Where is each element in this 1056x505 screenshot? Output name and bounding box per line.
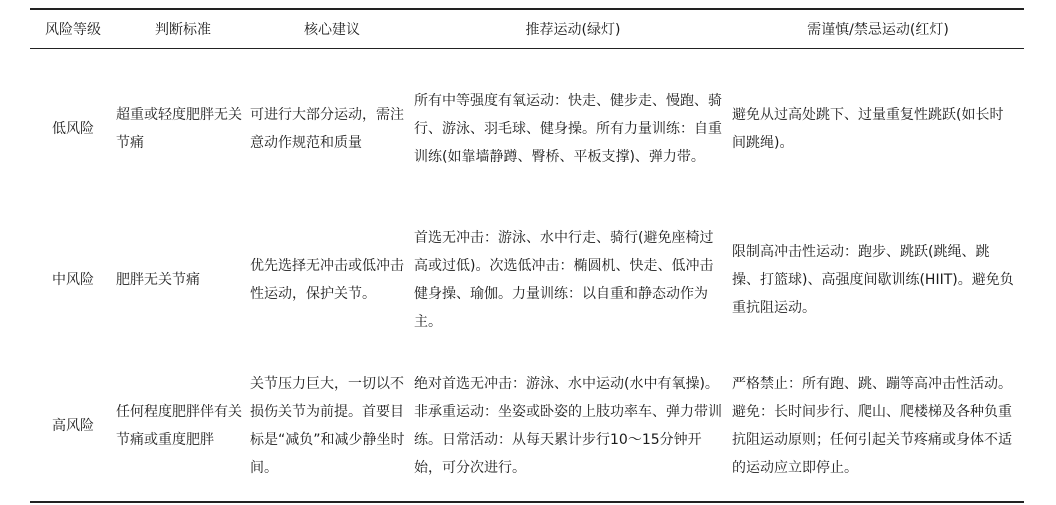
cell-criteria: 肥胖无关节痛 (116, 272, 200, 288)
cell-criteria: 超重或轻度肥胖无关节痛 (116, 107, 242, 151)
table-row-medium-risk (30, 209, 1024, 351)
header-caution: 需谨慎/禁忌运动(红灯) (807, 22, 949, 38)
cell-risk-level: 低风险 (52, 121, 94, 137)
cell-recommended: 绝对首选无冲击：游泳、水中运动(水中有氧操)。非承重运动：坐姿或卧姿的上肢功率车、弹力带训练。日常活动：从每天累计步行10～15分钟开始，可分次进行。 (414, 376, 722, 476)
cell-criteria: 任何程度肥胖伴有关节痛或重度肥胖 (116, 404, 242, 448)
exercise-risk-table (30, 8, 1024, 503)
cell-core-advice: 优先选择无冲击或低冲击性运动，保护关节。 (250, 258, 404, 302)
cell-recommended: 所有中等强度有氧运动：快走、健步走、慢跑、骑行、游泳、羽毛球、健身操。所有力量训练：自重训练(如靠墙静蹲、臀桥、平板支撑)、弹力带。 (414, 93, 722, 165)
cell-risk-level: 高风险 (52, 418, 94, 434)
table-header-row (30, 9, 1024, 49)
header-risk-level: 风险等级 (45, 22, 101, 38)
header-core-advice: 核心建议 (304, 22, 360, 38)
table-row-high-risk (30, 351, 1024, 502)
cell-caution: 严格禁止：所有跑、跳、蹦等高冲击性活动。避免：长时间步行、爬山、爬楼梯及各种负重抗阻运动原则；任何引起关节疼痛或身体不适的运动应立即停止。 (732, 376, 1012, 476)
cell-caution: 避免从过高处跳下、过量重复性跳跃(如长时间跳绳)。 (732, 107, 1004, 151)
cell-core-advice: 关节压力巨大，一切以不损伤关节为前提。首要目标是“减负”和减少静坐时间。 (250, 376, 405, 476)
exercise-risk-table-container (30, 8, 1024, 503)
cell-risk-level: 中风险 (52, 272, 94, 288)
cell-recommended: 首选无冲击：游泳、水中行走、骑行(避免座椅过高或过低)。次选低冲击：椭圆机、快走、低冲击健身操、瑜伽。力量训练：以自重和静态动作为主。 (414, 230, 714, 330)
header-criteria: 判断标准 (155, 22, 211, 38)
cell-core-advice: 可进行大部分运动，需注意动作规范和质量 (250, 107, 404, 151)
table-row-low-risk (30, 49, 1024, 210)
cell-caution: 限制高冲击性运动：跑步、跳跃(跳绳、跳操、打篮球)、高强度间歇训练(HIIT)。避免负重抗阻运动。 (732, 244, 1014, 316)
header-recommended: 推荐运动(绿灯) (525, 22, 621, 38)
